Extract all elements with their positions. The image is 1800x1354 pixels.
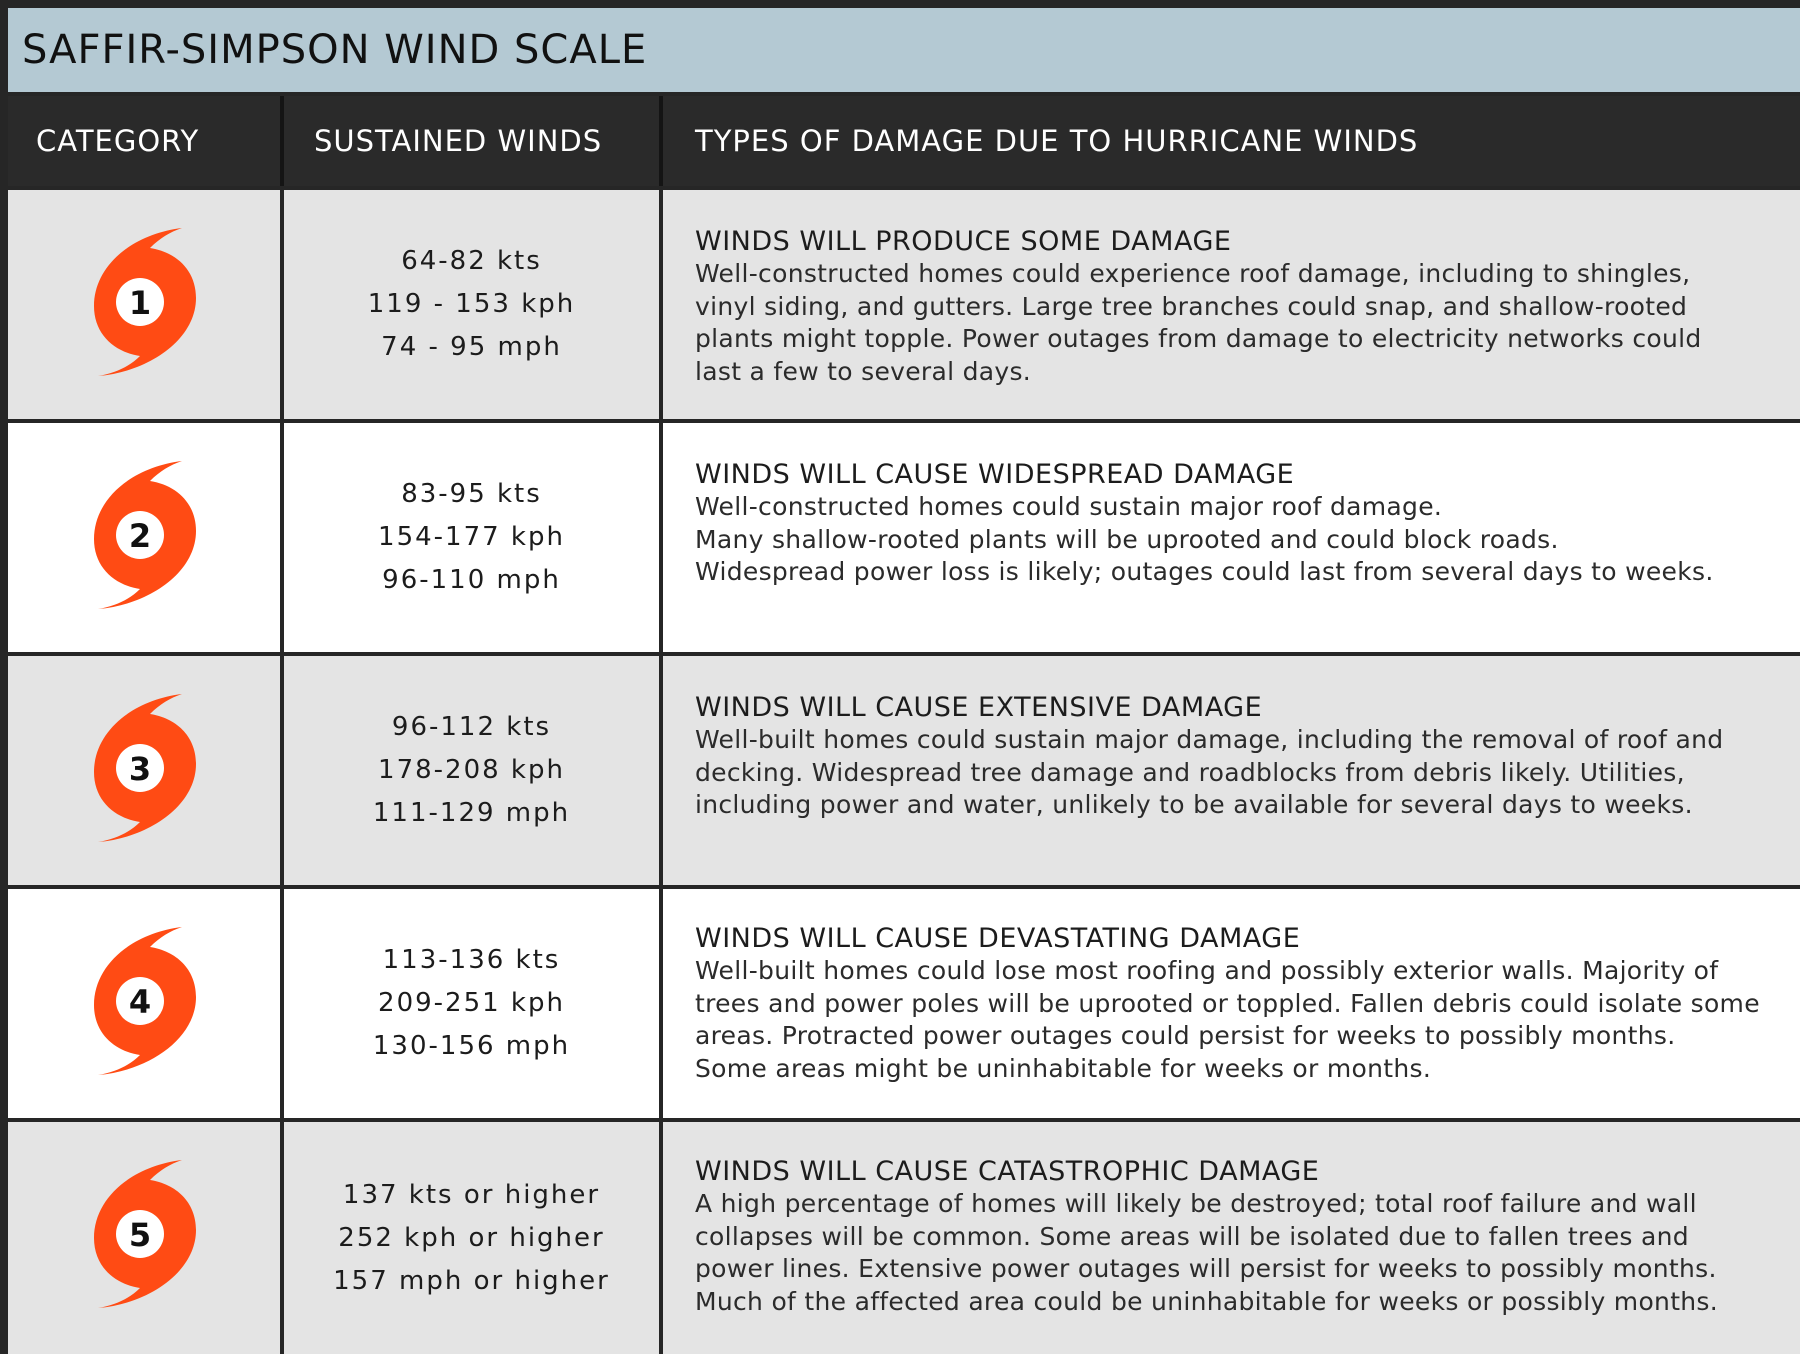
table-header (8, 96, 1800, 186)
wind-speed-mph: 96-110 mph (382, 565, 561, 595)
title-bar (8, 8, 1800, 92)
damage-cell (663, 1122, 1800, 1354)
hurricane-icon (90, 692, 202, 844)
category-number: 5 (128, 1216, 152, 1254)
table-row (8, 423, 1800, 652)
category-cell (8, 656, 280, 885)
header-sustained-winds: SUSTAINED WINDS (284, 96, 659, 186)
wind-speed-mph: 157 mph or higher (333, 1265, 610, 1296)
category-cell (8, 889, 280, 1118)
wind-speed-kts: 113-136 kts (382, 945, 561, 975)
header-category: CATEGORY (8, 96, 278, 186)
sustained-winds-cell (284, 423, 659, 652)
sustained-winds-cell (284, 656, 659, 885)
wind-speed-kph: 178-208 kph (378, 755, 565, 785)
wind-speed-kts: 83-95 kts (401, 479, 542, 509)
category-number: 2 (128, 517, 152, 555)
hurricane-icon (90, 459, 202, 611)
category-number: 3 (128, 750, 152, 788)
wind-speed-kph: 209-251 kph (378, 988, 565, 1018)
damage-description: A high percentage of homes will likely be destroyed; total roof failure and wall collapses will be common. Some areas will be isolated due to fallen trees and power lines. Extensive power outages will persist for weeks to possibly months. Much of the affected area could be uninhabitable for weeks or possibly months. (695, 1189, 1719, 1316)
damage-title: WINDS WILL CAUSE WIDESPREAD DAMAGE (695, 459, 1295, 490)
damage-description: Well-constructed homes could sustain major roof damage. Many shallow-rooted plants will be uprooted and could block roads. Widespread power loss is likely; outages could last from several days to weeks. (695, 492, 1714, 586)
damage-title: WINDS WILL CAUSE DEVASTATING DAMAGE (695, 923, 1301, 954)
category-cell (8, 1122, 280, 1354)
damage-cell (663, 423, 1800, 652)
wind-speed-kph: 119 - 153 kph (367, 289, 576, 319)
table-row (8, 656, 1800, 885)
damage-cell (663, 889, 1800, 1118)
sustained-winds-cell (284, 190, 659, 419)
hurricane-icon (90, 1158, 202, 1310)
category-number: 4 (128, 983, 152, 1021)
damage-title: WINDS WILL PRODUCE SOME DAMAGE (695, 226, 1232, 257)
sustained-winds-cell (284, 1122, 659, 1354)
damage-title: WINDS WILL CAUSE CATASTROPHIC DAMAGE (695, 1156, 1320, 1187)
table-row (8, 1122, 1800, 1354)
category-cell (8, 423, 280, 652)
wind-speed-mph: 74 - 95 mph (381, 332, 562, 362)
damage-title: WINDS WILL CAUSE EXTENSIVE DAMAGE (695, 692, 1263, 723)
wind-speed-kts: 137 kts or higher (342, 1179, 601, 1210)
wind-speed-kts: 64-82 kts (401, 246, 542, 276)
damage-cell (663, 656, 1800, 885)
damage-description: Well-constructed homes could experience roof damage, including to shingles, vinyl siding, and gutters. Large tree branches could snap, and shallow-rooted plants might topple. Power outages from damage to electricity networks could last a few to several days. (695, 259, 1702, 386)
page-title: SAFFIR-SIMPSON WIND SCALE (22, 27, 648, 73)
category-number: 1 (128, 284, 152, 322)
hurricane-icon (90, 226, 202, 378)
table-row (8, 190, 1800, 419)
hurricane-icon (90, 925, 202, 1077)
sustained-winds-cell (284, 889, 659, 1118)
wind-speed-mph: 111-129 mph (372, 798, 571, 828)
wind-speed-kph: 154-177 kph (378, 522, 565, 552)
header-damage-types: TYPES OF DAMAGE DUE TO HURRICANE WINDS (663, 96, 1800, 186)
wind-speed-kts: 96-112 kts (391, 712, 552, 742)
damage-description: Well-built homes could sustain major damage, including the removal of roof and decking. Widespread tree damage and roadblocks from debris likely. Utilities, including power and water, unlikely to be available for several days to weeks. (695, 725, 1724, 819)
wind-speed-mph: 130-156 mph (372, 1031, 571, 1061)
damage-description: Well-built homes could lose most roofing and possibly exterior walls. Majority of trees and power poles will be uprooted or toppled. Fallen debris could isolate some areas. Protracted power outages could persist for weeks to possibly months. Some areas might be uninhabitable for weeks or months. (695, 956, 1760, 1083)
wind-speed-kph: 252 kph or higher (338, 1222, 605, 1253)
category-cell (8, 190, 280, 419)
damage-cell (663, 190, 1800, 419)
table-row (8, 889, 1800, 1118)
